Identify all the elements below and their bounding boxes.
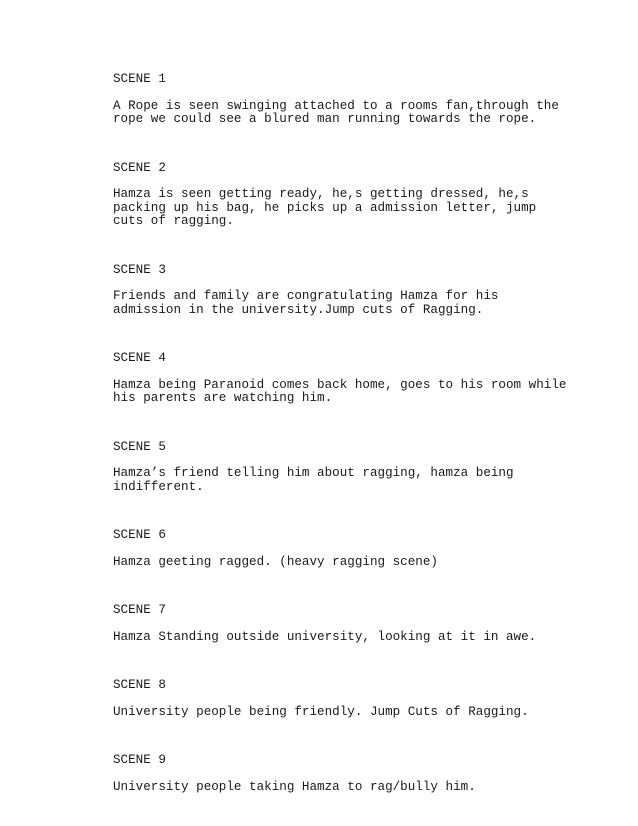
scene-heading: SCENE 9 (113, 753, 166, 767)
scene-block-2 (113, 162, 613, 229)
scene-block-9 (113, 754, 613, 794)
scene-block-1 (113, 73, 613, 127)
scene-description: University people taking Hamza to rag/bully him. (113, 779, 476, 794)
scene-description: Hamza is seen getting ready, he,s getting dressed, he,s packing up his bag, he picks up a admission letter, jump cuts of ragging. (113, 187, 537, 228)
scene-block-7 (113, 604, 613, 644)
scene-description: Hamza’s friend telling him about ragging, hamza being indifferent. (113, 466, 514, 494)
scene-heading: SCENE 4 (113, 351, 166, 365)
scene-heading: SCENE 3 (113, 262, 166, 277)
scene-block-5 (113, 441, 613, 495)
scene-heading: SCENE 6 (113, 528, 166, 542)
scene-heading: SCENE 5 (113, 439, 166, 454)
script-body (113, 73, 613, 794)
scene-description: Hamza geeting ragged. (heavy ragging scene) (113, 554, 438, 569)
scene-heading: SCENE 7 (113, 603, 166, 617)
scene-heading: SCENE 1 (113, 72, 166, 86)
scene-heading: SCENE 2 (113, 160, 166, 175)
scene-block-8 (113, 679, 613, 719)
scene-description: Friends and family are congratulating Hamza for his admission in the university.Jump cuts of Ragging. (113, 289, 499, 317)
scene-block-6 (113, 529, 613, 569)
scene-description: Hamza being Paranoid comes back home, goes to his room while his parents are watching him. (113, 377, 567, 405)
scene-description: A Rope is seen swinging attached to a rooms fan,through the rope we could see a blured man running towards the rope. (113, 98, 559, 126)
scene-block-4 (113, 352, 613, 406)
scene-description: Hamza Standing outside university, looking at it in awe. (113, 629, 537, 644)
scene-block-3 (113, 264, 613, 318)
scene-heading: SCENE 8 (113, 678, 166, 692)
scene-description: University people being friendly. Jump Cuts of Ragging. (113, 704, 529, 719)
